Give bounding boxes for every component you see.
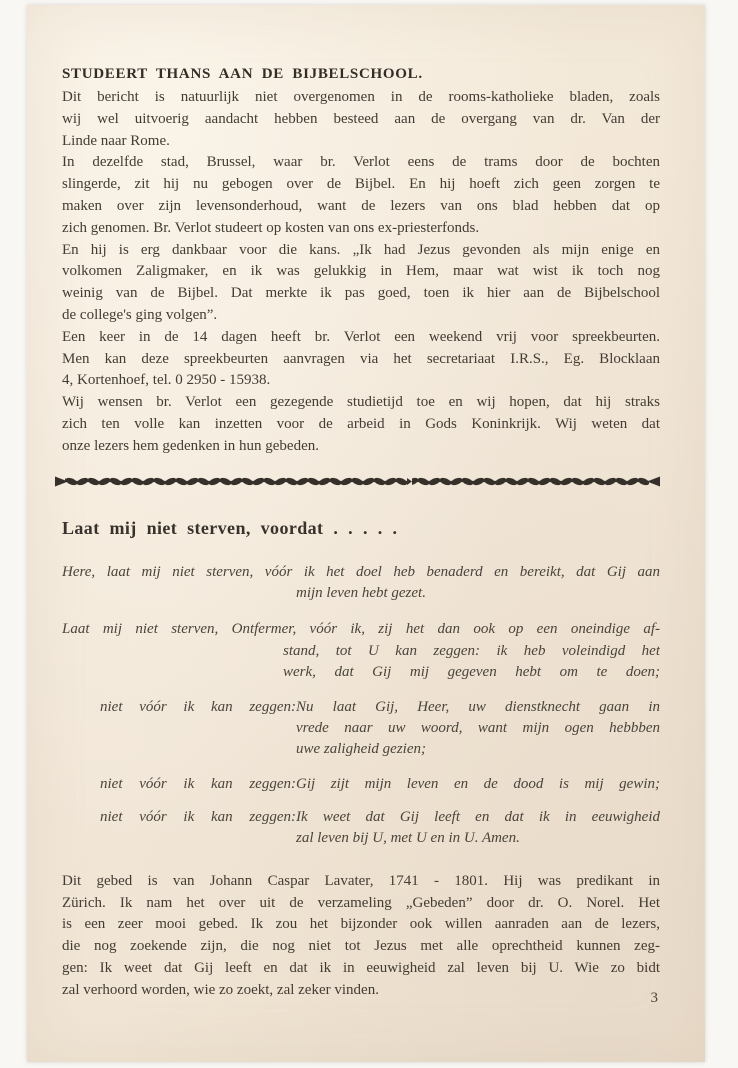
refrain-label: niet vóór ik kan zeggen: <box>100 809 296 826</box>
text-line: is een zeer mooi gebed. Ik zou het bijzonder ook willen aanraden aan de lezers, <box>62 916 660 933</box>
text-line: Men kan deze spreekbeurten aanvragen via het secretariaat I.R.S., Eg. Blocklaan <box>62 350 660 367</box>
poem-stanza <box>62 619 660 683</box>
text-line: wij wel uitvoerig aandacht hebben besteed aan de overgang van dr. Van der <box>62 110 660 127</box>
text-line: In dezelfde stad, Brussel, waar br. Verlot eens de trams door de bochten <box>62 154 660 171</box>
text-line: Een keer in de 14 dagen heeft br. Verlot een weekend vrij voor spreekbeurten. <box>62 328 660 345</box>
poem-line: Here, laat mij niet sterven, vóór ik het doel heb benaderd en bereikt, dat Gij aan <box>62 563 660 580</box>
text-line: maken over zijn levensonderhoud, want de lezers van ons blad hebben dat op <box>62 197 660 214</box>
poem-line: stand, tot U kan zeggen: ik heb voleindigd het <box>283 642 660 659</box>
refrain-label: niet vóór ik kan zeggen: <box>100 698 296 715</box>
text-line: Zürich. Ik nam het over uit de verzameling „Gebeden” door dr. O. Norel. Het <box>62 894 660 911</box>
poem-stanza <box>100 774 660 795</box>
poem-line: Ik weet dat Gij leeft en dat ik in eeuwigheid <box>296 809 660 826</box>
refrain-label: niet vóór ik kan zeggen: <box>100 775 296 792</box>
page-content <box>27 5 705 1008</box>
poem-line: vrede naar uw woord, want mijn ogen hebbben <box>296 719 660 736</box>
text-line: zal verhoord worden, wie zo zoekt, zal zeker vinden. <box>62 981 379 998</box>
poem-stanza <box>100 807 660 850</box>
page-number: 3 <box>650 989 658 1006</box>
refrain-body <box>296 807 660 850</box>
text-line: slingerde, zit hij nu gebogen over de Bijbel. En hij hoeft zich geen zorgen te <box>62 176 660 193</box>
text-line: Wij wensen br. Verlot een gezegende studietijd toe en wij hopen, dat hij straks <box>62 394 660 411</box>
poem-line: Laat mij niet sterven, Ontfermer, vóór ik, zij het dan ook op een oneindige af- <box>62 621 660 638</box>
text-line: de college's ging volgen”. <box>62 306 218 323</box>
poem-stanza <box>62 562 660 605</box>
text-line: 4, Kortenhoef, tel. 0 2950 - 15938. <box>62 372 271 389</box>
refrain-body <box>296 774 660 795</box>
text-line: die nog zoekende zijn, die nog niet tot Jezus met alle oprechtheid kunnen zeg- <box>62 938 660 955</box>
poem-line: zal leven bij U, met U en in U. Amen. <box>296 830 520 847</box>
text-line: Dit bericht is natuurlijk niet overgenomen in de rooms-katholieke bladen, zoals <box>62 89 660 105</box>
text-line: gen: Ik weet dat Gij leeft en dat ik in eeuwigheid zal leven bij U. Wie zo bidt <box>62 960 660 977</box>
article-body <box>62 87 660 458</box>
book-page <box>27 5 705 1062</box>
poem-stanza <box>100 697 660 761</box>
text-line: Linde naar Rome. <box>62 132 170 149</box>
text-line: volkomen Zaligmaker, en ik was gelukkig in Hem, maar wat wist ik toch nog <box>62 263 660 280</box>
text-line: Dit gebed is van Johann Caspar Lavater, 1741 - 1801. Hij was predikant in <box>62 872 660 889</box>
poem-line: mijn leven hebt gezet. <box>296 584 426 601</box>
article-heading: STUDEERT THANS AAN DE BIJBELSCHOOL. <box>62 66 423 82</box>
poem-line: Nu laat Gij, Heer, uw dienstknecht gaan in <box>296 698 660 715</box>
chain-ornament-divider <box>55 475 660 488</box>
poem-title: Laat mij niet sterven, voordat . . . . . <box>62 517 398 538</box>
poem-line: Gij zijt mijn leven en de dood is mij gewin; <box>296 775 660 792</box>
poem-line: werk, dat Gij mij gegeven hebt om te doen; <box>283 664 660 681</box>
text-line: onze lezers hem gedenken in hun gebeden. <box>62 437 319 454</box>
closing-paragraph <box>62 871 660 1002</box>
text-line: zich genomen. Br. Verlot studeert op kosten van ons ex-priesterfonds. <box>62 219 480 236</box>
refrain-body <box>296 697 660 761</box>
text-line: En hij is erg dankbaar voor die kans. „Ik had Jezus gevonden als mijn enige en <box>62 241 660 258</box>
poem <box>62 562 660 850</box>
poem-line: uwe zaligheid gezien; <box>296 741 426 758</box>
text-line: zich ten volle kan inzetten voor de arbeid in Gods Koninkrijk. Wij weten dat <box>62 415 660 432</box>
text-line: weinig van de Bijbel. Dat merkte ik pas goed, toen ik hier aan de Bijbelschool <box>62 285 660 302</box>
